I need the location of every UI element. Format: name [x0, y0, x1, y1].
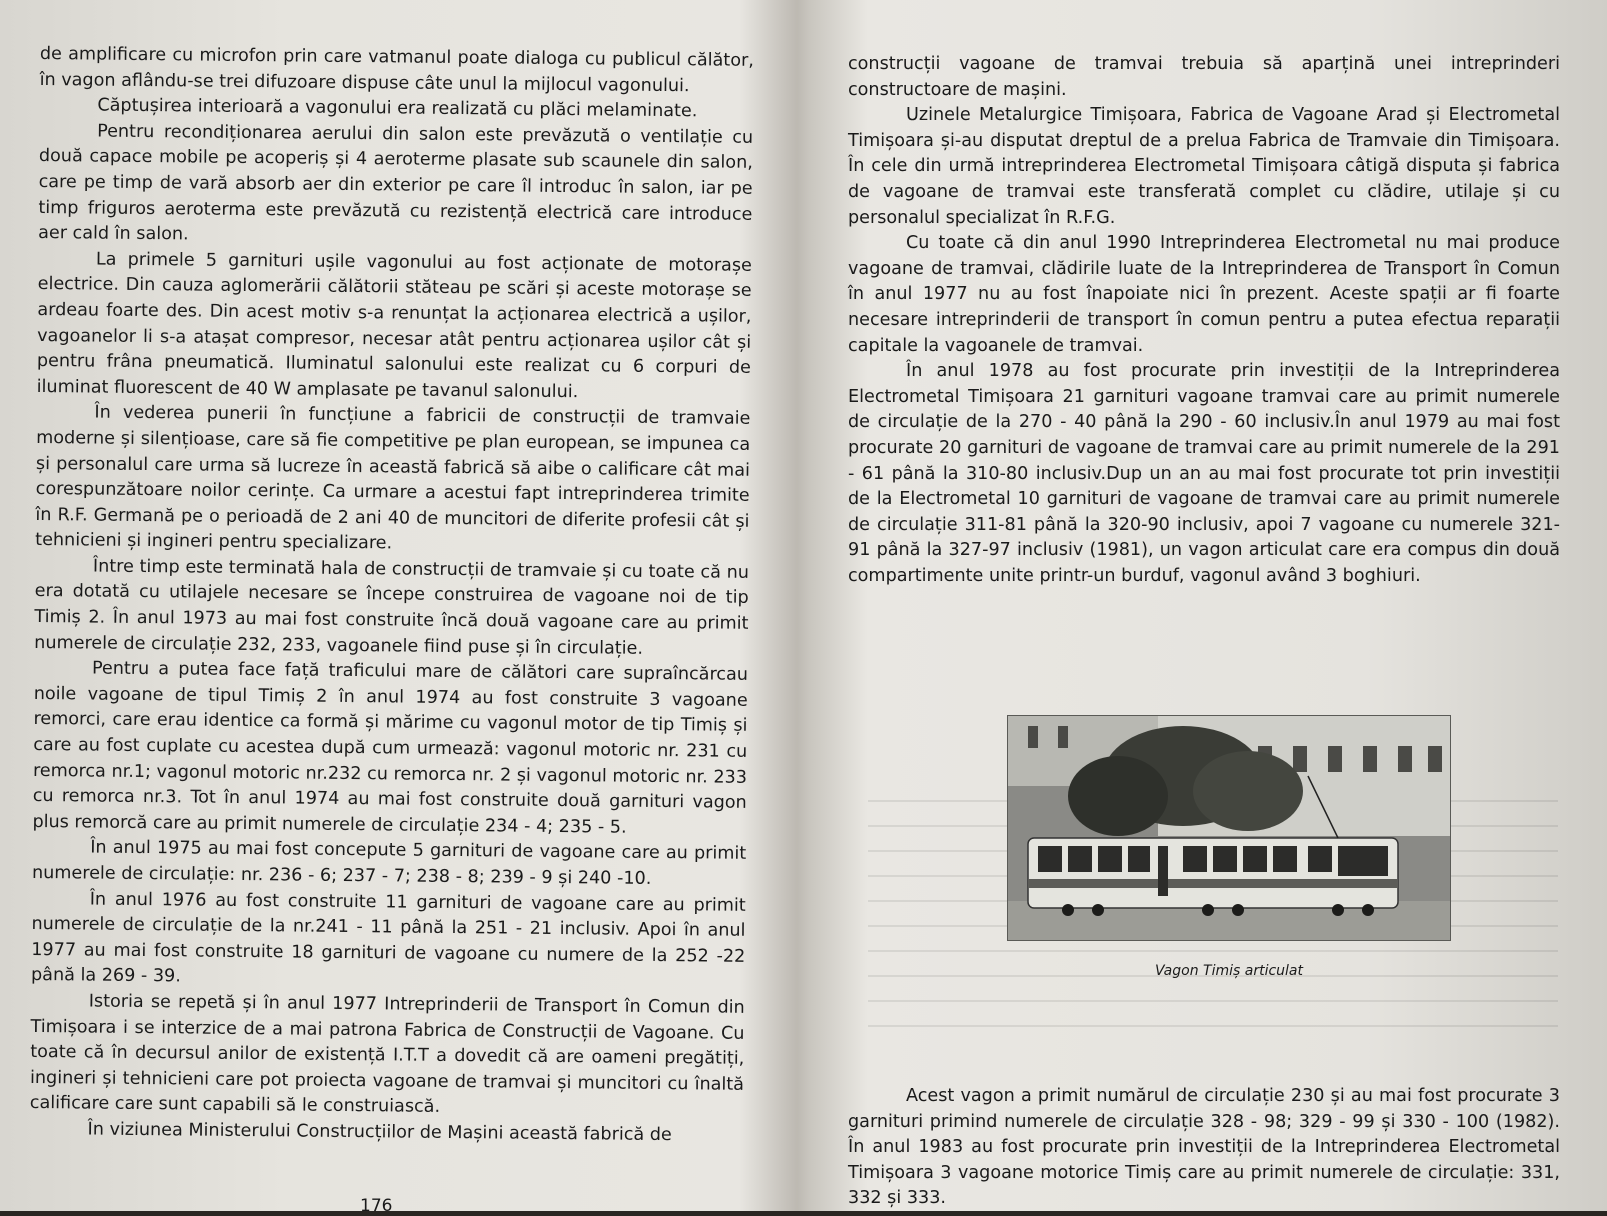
tram-photo-illustration — [1008, 716, 1450, 940]
left-page-text — [29, 42, 754, 1149]
paragraph: Căptușirea interioară a vagonului era realizată cu plăci melaminate. — [97, 95, 698, 122]
paragraph: În viziunea Ministerului Construcțiilor de Mașini această fabrică de — [87, 1119, 672, 1146]
paragraph: În anul 1975 au mai fost concepute 5 garnituri de vagoane care au primit numerele de circulație: nr. 236 - 6; 237 - 7; 238 - 8; 239 - 9 și 240 -10. — [31, 837, 747, 889]
tram-photo — [1008, 716, 1450, 940]
paragraph: Pentru a putea face față traficului mare de călători care supraîncărcau noile vagoane de tipul Timiș 2 în anul 1974 au fost construite 3 vagoane remorci, care erau identice ca formă și mărime cu vagonul motor de tip Timiș și care au fost cuplate cu acestea după cum urmează: vagonul motoric nr. 231 cu remorca nr.1; vagonul motoric nr.232 cu remorca nr. 2 și vagonul motoric nr. 233 cu remorca nr.3. Tot în anul 1974 au mai fost construite două garnituri vagon plus remorcă care au primit numerele de circulație 234 - 4; 235 - 5. — [32, 658, 749, 838]
right-page — [808, 0, 1607, 1211]
paragraph: În vederea punerii în funcțiune a fabricii de construcții de tramvaie moderne și silențioase, care să fie competitive pe plan european, se impunea ca și personalul care urma să lucreze în această fabrică să aibe o calificare cât mai corespunzătoare noilor cerințe. Ca urmare a acestui fapt intreprinderea trimite în R.F. Germană pe o perioadă de 2 ani 40 de muncitori de diferite profesii cât și tehnicieni și ingineri pentru specializare. — [35, 402, 751, 554]
paragraph: Istoria se repetă și în anul 1977 Intreprinderii de Transport în Comun din Timișoara i se interzice de a mai patrona Fabrica de Construcții de Vagoane. Cu toate că în decursul anilor de existență I.T.T a dovedit că are oameni pregătiți, ingineri și tehnicieni care pot proiecta vagoane de tramvai și muncitori cu înaltă calificare care sunt capabili să le construiască. — [29, 991, 745, 1118]
left-page — [0, 0, 800, 1216]
paragraph: Uzinele Metalurgice Timișoara, Fabrica de Vagoane Arad și Electrometal Timișoara și-au disputat dreptul de a prelua Fabrica de Tramvaie din Timișoara. În cele din urmă intreprinderea Electrometal Timișoara câtigă disputa și fabrica de vagoane de tramvai este transferată complet cu clădire, utilaje și cu personalul specializat în R.F.G. — [848, 105, 1560, 228]
paragraph: În anul 1978 au fost procurate prin investiții de la Intreprinderea Electrometal Timișoara 21 garnituri vagoane tramvai care au primit numerele de circulație de la 270 - 40 până la 290 - 60 inclusiv.În anul 1979 au mai fost procurate 20 garnituri de vagoane de tramvai care au primit numerele de la 291 - 61 până la 310-80 inclusiv.Dup un an au mai fost procurate tot prin investiții de la Electrometal 10 garnituri de vagoane de tramvai care au primit numerele de circulație 311-81 până la 320-90 inclusiv, apoi 7 vagoane cu numerele 321-91 până la 327-97 inclusiv (1981), un vagon articulat care era compus din două compartimente unite printr-un burduf, vagonul având 3 boghiuri. — [848, 361, 1560, 586]
figure-caption: Vagon Timiș articulat — [1155, 963, 1303, 979]
paragraph: La primele 5 garnituri ușile vagonului au fost acționate de motorașe electrice. Din cauza aglomerării călătorii stăteau pe scări și aceste motorașe se ardeau foarte des. Din acest motiv s-a renunțat la acționarea electrică a ușilor, vagoanelor li s-a atașat compresor, necesar atât pentru acționarea ușilor cât și pentru frâna pneumatică. Iluminatul salonului este realizat cu 6 corpuri de iluminat fluorescent de 40 W amplasate pe tavanul salonului. — [36, 249, 752, 402]
right-page-text-top — [848, 52, 1560, 589]
paragraph: Cu toate că din anul 1990 Intreprinderea Electrometal nu mai produce vagoane de tramvai, clădirile luate de la Intreprinderea de Transport în Comun în anul 1977 nu au fost înapoiate nici în prezent. Aceste spații ar fi foarte necesare intreprinderii de transport în comun pentru a putea efectua reparații capitale la vagoanele de tramvai. — [848, 233, 1560, 356]
right-page-text-bottom — [848, 1084, 1560, 1212]
paragraph: construcții vagoane de tramvai trebuia să aparțină unei intreprinderi constructoare de mașini. — [848, 54, 1560, 100]
paragraph: Pentru recondiționarea aerului din salon este prevăzută o ventilație cu două capace mobile pe acoperiș și 4 aeroterme plasate sub scaunele din salon, care pe timp de vară absorb aer din exterior pe care îl introduc în salon, iar pe timp friguros aeroterma este prevăzută cu rezistență electrică care introduce aer cald în salon. — [38, 121, 754, 245]
page-number: 176 — [360, 1196, 393, 1216]
paragraph: de amplificare cu microfon prin care vatmanul poate dialoga cu publicul călător, în vagon aflându-se trei difuzoare dispuse câte unul la mijlocul vagonului. — [39, 43, 754, 96]
paragraph: În anul 1976 au fost construite 11 garnituri de vagoane care au primit numerele de circulație de la nr.241 - 11 până la 251 - 21 inclusiv. Apoi în anul 1977 au mai fost construite 18 garnituri de vagoane cu numere de la 252 -22 până la 269 - 39. — [30, 889, 746, 987]
paragraph: Acest vagon a primit numărul de circulație 230 și au mai fost procurate 3 garnituri primind numerele de circulație 328 - 98; 329 - 99 și 330 - 100 (1982). În anul 1983 au fost procurate prin investiții de la Intreprinderea Electrometal Timișoara 3 vagoane motorice Timiș care au primit numerele de circulație: 331, 332 și 333. — [848, 1086, 1560, 1209]
paragraph: Între timp este terminată hala de construcții de tramvaie și cu toate că nu era dotată cu utilajele necesare se începe construirea de vagoane noi de tip Timiș 2. În anul 1973 au mai fost construite încă două vagoane care au primit numerele de circulație 232, 233, vagoanele fiind puse și în circulație. — [34, 556, 750, 659]
